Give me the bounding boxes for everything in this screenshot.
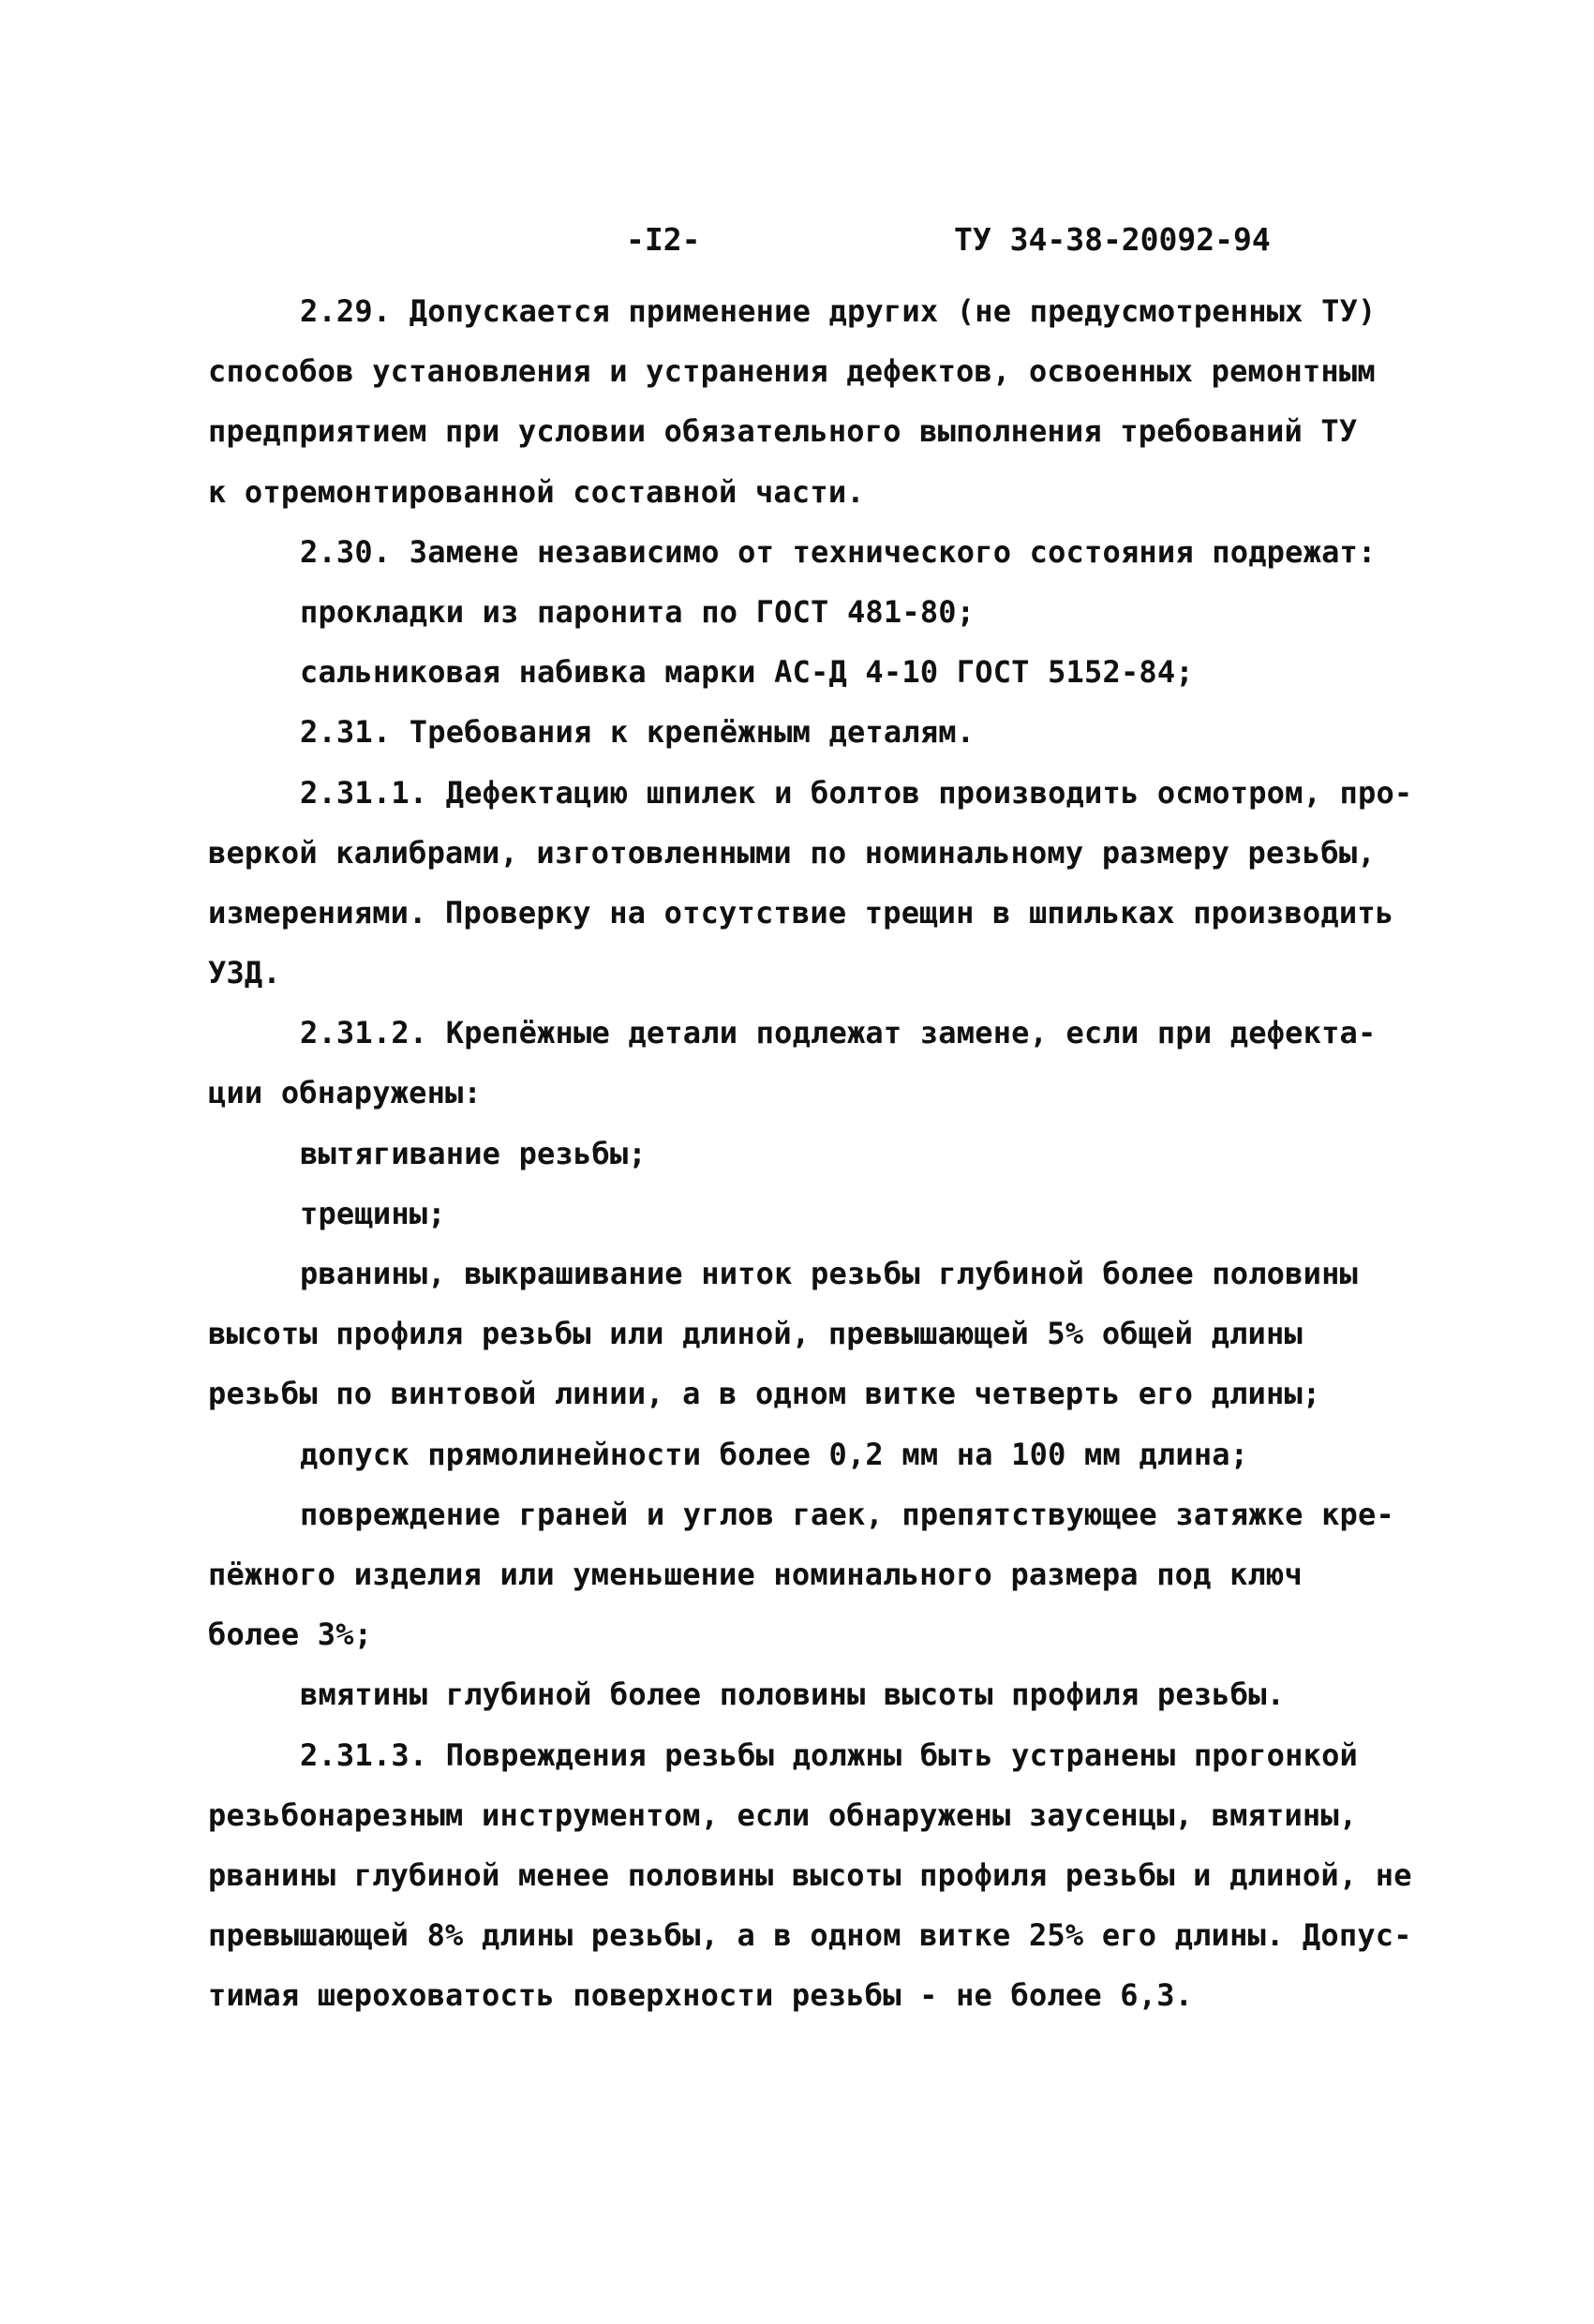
text-line: тимая шероховатость поверхности резьбы - не более 6,3. [208, 1977, 1194, 2014]
text-line: рванины глубиной менее половины высоты профиля резьбы и длиной, не [208, 1856, 1412, 1893]
text-line: 2.30. Замене независимо от технического состояния подрежат: [300, 533, 1377, 570]
text-line: превышающей 8% длины резьбы, а в одном витке 25% его длины. Допус- [208, 1917, 1412, 1954]
text-line: 2.31.3. Повреждения резьбы должны быть устранены прогонкой [300, 1736, 1359, 1773]
body-text [208, 281, 1426, 2025]
text-line: к отремонтированной составной части. [208, 473, 865, 510]
text-line: предприятием при условии обязательного выполнения требований ТУ [208, 413, 1358, 450]
page-number: -I2- [626, 221, 701, 258]
text-line: повреждение граней и углов гаек, препятствующее затяжке кре- [300, 1496, 1394, 1532]
text-line: УЗД. [208, 955, 281, 991]
text-line: 2.31. Требования к крепёжным деталям. [300, 714, 976, 751]
document-code: ТУ 34-38-20092-94 [954, 221, 1271, 258]
text-line: веркой калибрами, изготовленными по номинальному размеру резьбы, [208, 834, 1376, 871]
text-line: высоты профиля резьбы или длиной, превышающей 5% общей длины [208, 1316, 1303, 1352]
text-line: рванины, выкрашивание ниток резьбы глубиной более половины [300, 1256, 1359, 1291]
text-line: измерениями. Проверку на отсутствие трещин в шпильках производить [208, 894, 1394, 931]
text-line: 2.29. Допускается применение других (не предусмотренных ТУ) [300, 293, 1377, 329]
text-line: ции обнаружены: [208, 1075, 482, 1111]
text-line: резьбы по винтовой линии, а в одном витке четверть его длины; [208, 1376, 1321, 1412]
text-line: 2.31.2. Крепёжные детали подлежат замене, если при дефекта- [300, 1015, 1377, 1051]
text-line: более 3%; [208, 1616, 373, 1653]
text-line: сальниковая набивка марки АС-Д 4-10 ГОСТ 5152-84; [300, 654, 1194, 691]
text-line: вмятины глубиной более половины высоты профиля резьбы. [300, 1676, 1286, 1713]
text-line: трещины; [300, 1195, 446, 1231]
text-line: прокладки из паронита по ГОСТ 481-80; [300, 593, 976, 630]
text-line: резьбонарезным инструментом, если обнаружены заусенцы, вмятины, [208, 1796, 1358, 1833]
text-line: вытягивание резьбы; [300, 1135, 647, 1171]
text-line: способов установления и устранения дефектов, освоенных ремонтным [208, 353, 1376, 390]
text-line: допуск прямолинейности более 0,2 мм на 100 мм длина; [300, 1436, 1249, 1472]
text-line: 2.31.1. Дефектацию шпилек и болтов производить осмотром, про- [300, 774, 1413, 811]
text-line: пёжного изделия или уменьшение номинального размера под ключ [208, 1556, 1303, 1592]
